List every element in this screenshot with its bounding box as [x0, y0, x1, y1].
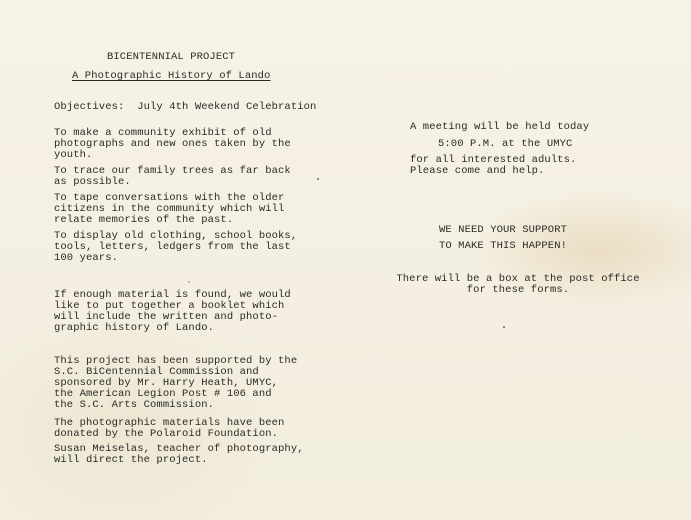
- forms-note: There will be a box at the post office for these forms.: [396, 273, 640, 296]
- paper-speck: [317, 178, 319, 180]
- project-title: BICENTENNIAL PROJECT: [107, 51, 236, 63]
- support-appeal-line1: WE NEED YOUR SUPPORT: [438, 224, 568, 236]
- objective-item: To make a community exhibit of old photographs and new ones taken by the youth.: [54, 127, 291, 161]
- objective-item: To display old clothing, school books, tools, letters, ledgers from the last 100 years.: [54, 230, 298, 264]
- support-paragraph: This project has been supported by the S.C. BiCentennial Commission and sponsored by Mr. Harry Heath, UMYC, the American Legion Post # 106 and the S.C. Arts Commission.: [54, 355, 298, 411]
- booklet-paragraph: If enough material is found, we would like to put together a booklet which will include the written and photo- graphic history of Lando.: [54, 289, 291, 334]
- paper-speck: [188, 281, 190, 283]
- support-paragraph: The photographic materials have been donated by the Polaroid Foundation.: [54, 417, 285, 440]
- objectives-heading: Objectives: July 4th Weekend Celebration: [54, 101, 317, 113]
- support-appeal-line2: TO MAKE THIS HAPPEN!: [438, 240, 568, 252]
- support-paragraph: Susan Meiselas, teacher of photography, will direct the project.: [54, 443, 304, 466]
- objective-item: To tape conversations with the older citizens in the community which will relate memories of the past.: [54, 192, 285, 226]
- project-subtitle: A Photographic History of Lando: [72, 70, 271, 82]
- objective-item: To trace our family trees as far back as possible.: [54, 165, 291, 188]
- meeting-time: 5:00 P.M. at the UMYC: [438, 138, 573, 150]
- paper-speck: [503, 326, 505, 328]
- meeting-audience: for all interested adults. Please come and help.: [410, 154, 577, 177]
- meeting-notice: A meeting will be held today: [410, 121, 590, 133]
